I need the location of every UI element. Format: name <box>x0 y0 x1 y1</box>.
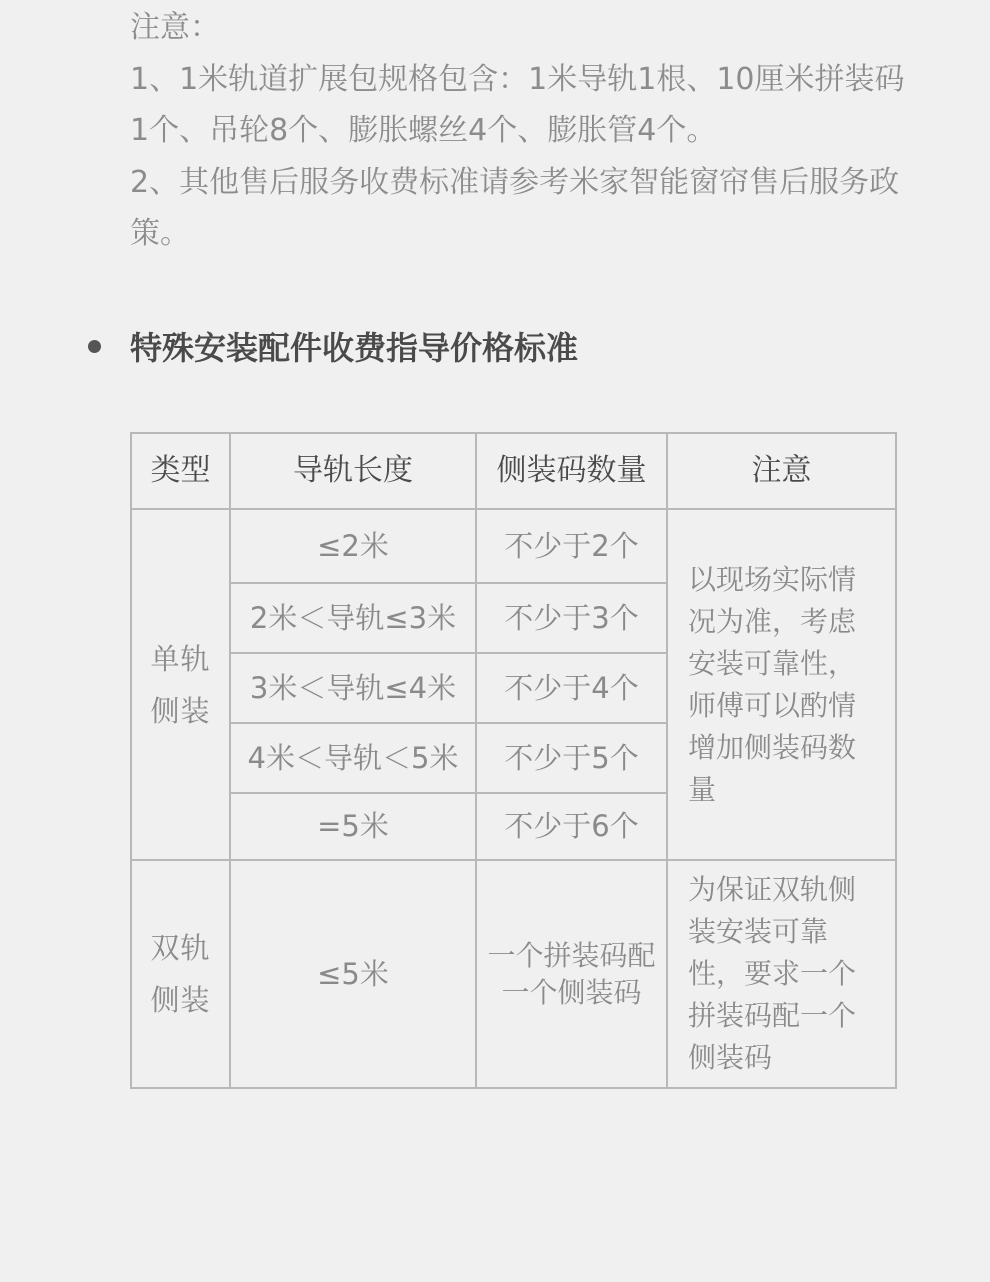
bullet-icon <box>88 340 101 353</box>
note-single: 以现场实际情况为准，考虑安装可靠性，师傅可以酌情增加侧装码数量 <box>667 509 896 860</box>
length-cell: =5米 <box>230 793 476 860</box>
table-header-row <box>131 433 896 509</box>
table-row <box>131 860 896 1088</box>
type-single <box>131 509 230 860</box>
type-single-line2: 侧装 <box>150 693 211 728</box>
section-title: 特殊安装配件收费指导价格标准 <box>130 329 579 367</box>
length-cell: ≤2米 <box>230 509 476 583</box>
notice-block <box>130 2 910 260</box>
notice-item-2: 2、其他售后服务收费标准请参考米家智能窗帘售后服务政策。 <box>130 164 900 251</box>
type-double <box>131 860 230 1088</box>
header-note: 注意 <box>667 433 896 509</box>
notice-heading: 注意： <box>130 10 220 45</box>
type-single-line1: 单轨 <box>150 641 211 676</box>
fee-table <box>130 432 897 1089</box>
length-cell: 2米＜导轨≤3米 <box>230 583 476 653</box>
count-cell: 不少于3个 <box>476 583 667 653</box>
section-heading <box>88 322 578 370</box>
length-cell: ≤5米 <box>230 860 476 1088</box>
type-double-line2: 侧装 <box>150 983 211 1017</box>
length-cell: 3米＜导轨≤4米 <box>230 653 476 723</box>
count-cell: 不少于5个 <box>476 723 667 793</box>
table-row <box>131 509 896 583</box>
count-cell: 不少于2个 <box>476 509 667 583</box>
count-cell: 不少于6个 <box>476 793 667 860</box>
count-cell: 一个拼装码配一个侧装码 <box>476 860 667 1088</box>
notice-item-1: 1、1米轨道扩展包规格包含：1米导轨1根、10厘米拼装码1个、吊轮8个、膨胀螺丝4个、膨胀管4个。 <box>130 61 905 148</box>
count-cell: 不少于4个 <box>476 653 667 723</box>
header-count: 侧装码数量 <box>476 433 667 509</box>
note-double: 为保证双轨侧装安装可靠性，要求一个拼装码配一个侧装码 <box>667 860 896 1088</box>
length-cell: 4米＜导轨＜5米 <box>230 723 476 793</box>
header-length: 导轨长度 <box>230 433 476 509</box>
header-type: 类型 <box>131 433 230 509</box>
type-double-line1: 双轨 <box>150 931 211 965</box>
